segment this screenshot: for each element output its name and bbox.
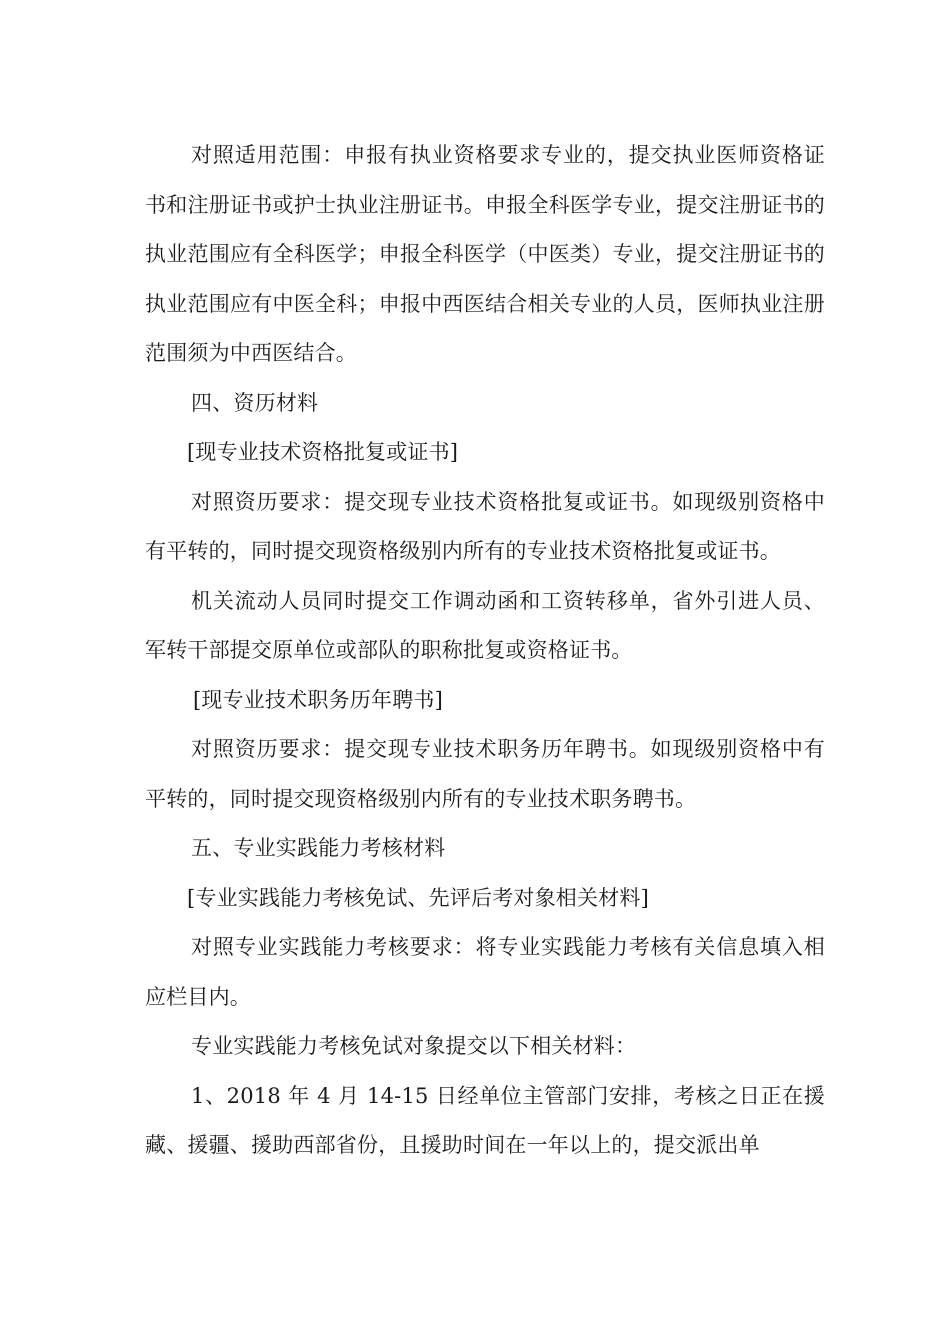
heading-section-four: 四、资历材料 [191,390,319,415]
paragraph-transfer-personnel: 机关流动人员同时提交工作调动函和工资转移单，省外引进人员、军转干部提交原单位或部队的职称批复或资格证书。 [145,588,825,662]
paragraph-practice-scope: 对照适用范围：申报有执业资格要求专业的，提交执业医师资格证书和注册证书或护士执业注册证书。申报全科医学专业，提交注册证书的执业范围应有全科医学；申报全科医学（中医类）专业，提交注册证书的执业范围应有中医全科；申报中西医结合相关专业的人员，医师执业注册范围须为中西医结合。 [145,143,825,365]
paragraph-qualification-requirement: 对照资历要求：提交现专业技术资格批复或证书。如现级别资格中有平转的，同时提交现资格级别内所有的专业技术资格批复或证书。 [145,489,825,563]
heading-section-five: 五、专业实践能力考核材料 [191,836,446,860]
paragraph-item-one: 1、2018 年 4 月 14-15 日经单位主管部门安排，考核之日正在援藏、援疆、援助西部省份，且援助时间在一年以上的，提交派出单 [145,1083,825,1157]
subheading-current-qualification: [现专业技术资格批复或证书] [187,440,459,464]
paragraph-exam-requirement: 对照专业实践能力考核要求：将专业实践能力考核有关信息填入相应栏目内。 [145,935,825,1009]
subheading-exam-exemption: [专业实践能力考核免试、先评后考对象相关材料] [187,885,649,910]
subheading-appointment-letters: [现专业技术职务历年聘书] [193,687,443,712]
document-body [145,131,825,1171]
paragraph-exemption-materials: 专业实践能力考核免试对象提交以下相关材料： [191,1034,637,1058]
paragraph-appointment-requirement: 对照资历要求：提交现专业技术职务历年聘书。如现级别资格中有平转的，同时提交现资格级别内所有的专业技术职务聘书。 [145,737,825,811]
